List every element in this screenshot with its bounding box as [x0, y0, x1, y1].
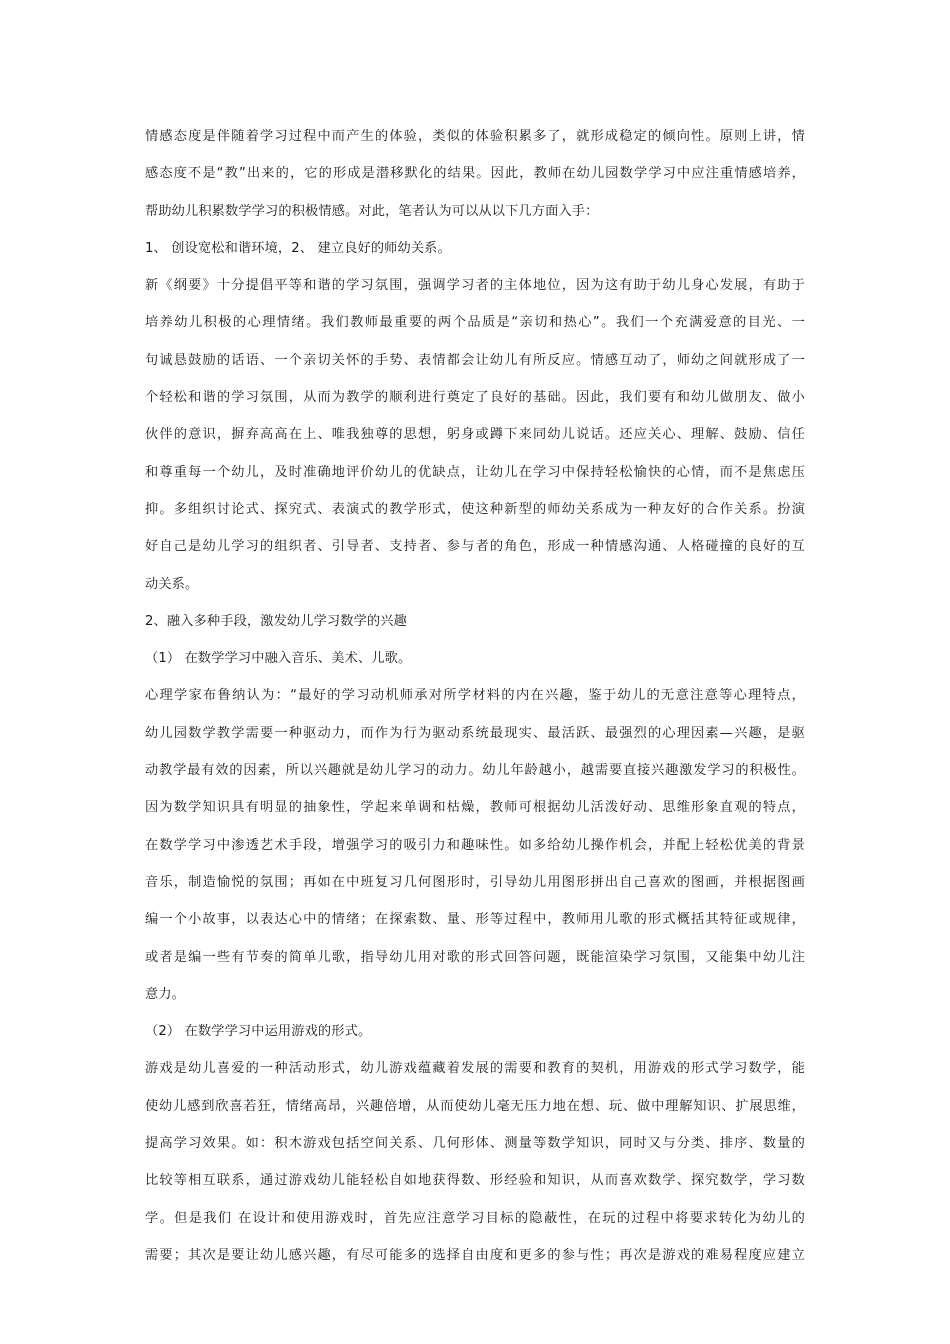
text-line: （1） 在数学学习中融入音乐、美术、儿歌。 — [145, 651, 412, 667]
text-line: 比较等相互联系，通过游戏幼儿能轻松自如地获得数、形经验和知识，从而喜欢数学、探究数学，学习数 — [145, 1173, 805, 1189]
text-line: 1、 创设宽松和谐环境，2、 建立良好的师幼关系。 — [145, 240, 451, 256]
text-line: 感态度不是“教”出来的，它的形成是潜移默化的结果。因此，教师在幼儿园数学学习中应注重情感培养， — [145, 166, 805, 182]
text-line: 动关系。 — [145, 576, 199, 592]
text-line: 新《纲要》十分提倡平等和谐的学习氛围，强调学习者的主体地位，因为这有助于幼儿身心发展，有助于 — [145, 278, 805, 294]
text-line: 和尊重每一个幼儿，及时准确地评价幼儿的优缺点，让幼儿在学习中保持轻松愉快的心情，而不是焦虑压 — [145, 464, 805, 480]
text-line: 句诚恳鼓励的话语、一个亲切关怀的手势、表情都会让幼儿有所反应。情感互动了，师幼之间就形成了一 — [145, 352, 805, 368]
text-line: 游戏是幼儿喜爱的一种活动形式，幼儿游戏蕴藏着发展的需要和教育的契机，用游戏的形式学习数学，能 — [145, 1061, 805, 1077]
text-line: 抑。多组织讨论式、探究式、表演式的教学形式，使这种新型的师幼关系成为一种友好的合作关系。扮演 — [145, 501, 805, 517]
text-line: 2、融入多种手段，激发幼儿学习数学的兴趣 — [145, 613, 407, 629]
document-page — [145, 118, 805, 1274]
text-line: 伙伴的意识，摒弃高高在上、唯我独尊的思想，躬身或蹲下来同幼儿说话。还应关心、理解、鼓励、信任 — [145, 427, 805, 443]
text-line: （2） 在数学学习中运用游戏的形式。 — [145, 1024, 372, 1040]
text-line: 幼儿园数学教学需要一种驱动力，而作为行为驱动系统最现实、最活跃、最强烈的心理因素—兴趣，是驱 — [145, 725, 805, 741]
text-line: 音乐，制造愉悦的氛围；再如在中班复习几何图形时，引导幼儿用图形拼出自己喜欢的图画，并根据图画 — [145, 874, 805, 890]
text-line: 帮助幼儿积累数学学习的积极情感。对此，笔者认为可以从以下几方面入手： — [145, 203, 599, 219]
text-line: 个轻松和谐的学习氛围，从而为教学的顺利进行奠定了良好的基础。因此，我们要有和幼儿做朋友、做小 — [145, 390, 805, 406]
text-line: 培养幼儿积极的心理情绪。我们教师最重要的两个品质是“亲切和热心”。我们一个充满爱意的目光、一 — [145, 315, 805, 331]
text-line: 使幼儿感到欣喜若狂，情绪高昂，兴趣倍增，从而使幼儿毫无压力地在想、玩、做中理解知识、扩展思维， — [145, 1098, 805, 1114]
text-line: 学。但是我们 在设计和使用游戏时，首先应注意学习目标的隐蔽性，在玩的过程中将要求转化为幼儿的 — [145, 1210, 805, 1226]
text-line: 或者是编一些有节奏的简单儿歌，指导幼儿用对歌的形式回答问题，既能渲染学习氛围，又能集中幼儿注 — [145, 949, 805, 965]
text-line: 提高学习效果。如：积木游戏包括空间关系、几何形体、测量等数学知识，同时又与分类、排序、数量的 — [145, 1136, 805, 1152]
text-line: 因为数学知识具有明显的抽象性，学起来单调和枯燥，教师可根据幼儿活泼好动、思维形象直观的特点， — [145, 800, 805, 816]
text-line: 心理学家布鲁纳认为：“最好的学习动机师承对所学材料的内在兴趣，鉴于幼儿的无意注意等心理特点， — [145, 688, 805, 704]
text-line: 在数学学习中渗透艺术手段，增强学习的吸引力和趣味性。如多给幼儿操作机会，并配上轻松优美的背景 — [145, 837, 805, 853]
text-line: 意力。 — [145, 986, 186, 1002]
text-line: 情感态度是伴随着学习过程中而产生的体验，类似的体验积累多了，就形成稳定的倾向性。原则上讲，情 — [145, 129, 805, 144]
text-line: 编一个小故事，以表达心中的情绪；在探索数、量、形等过程中，教师用儿歌的形式概括其特征或规律， — [145, 912, 805, 928]
text-line: 动教学最有效的因素，所以兴趣就是幼儿学习的动力。幼儿年龄越小，越需要直接兴趣激发学习的积极性。 — [145, 763, 805, 779]
text-line: 需要；其次是要让幼儿感兴趣，有尽可能多的选择自由度和更多的参与性；再次是游戏的难易程度应建立 — [145, 1247, 805, 1263]
text-line: 好自己是幼儿学习的组织者、引导者、支持者、参与者的角色，形成一种情感沟通、人格碰撞的良好的互 — [145, 539, 805, 555]
